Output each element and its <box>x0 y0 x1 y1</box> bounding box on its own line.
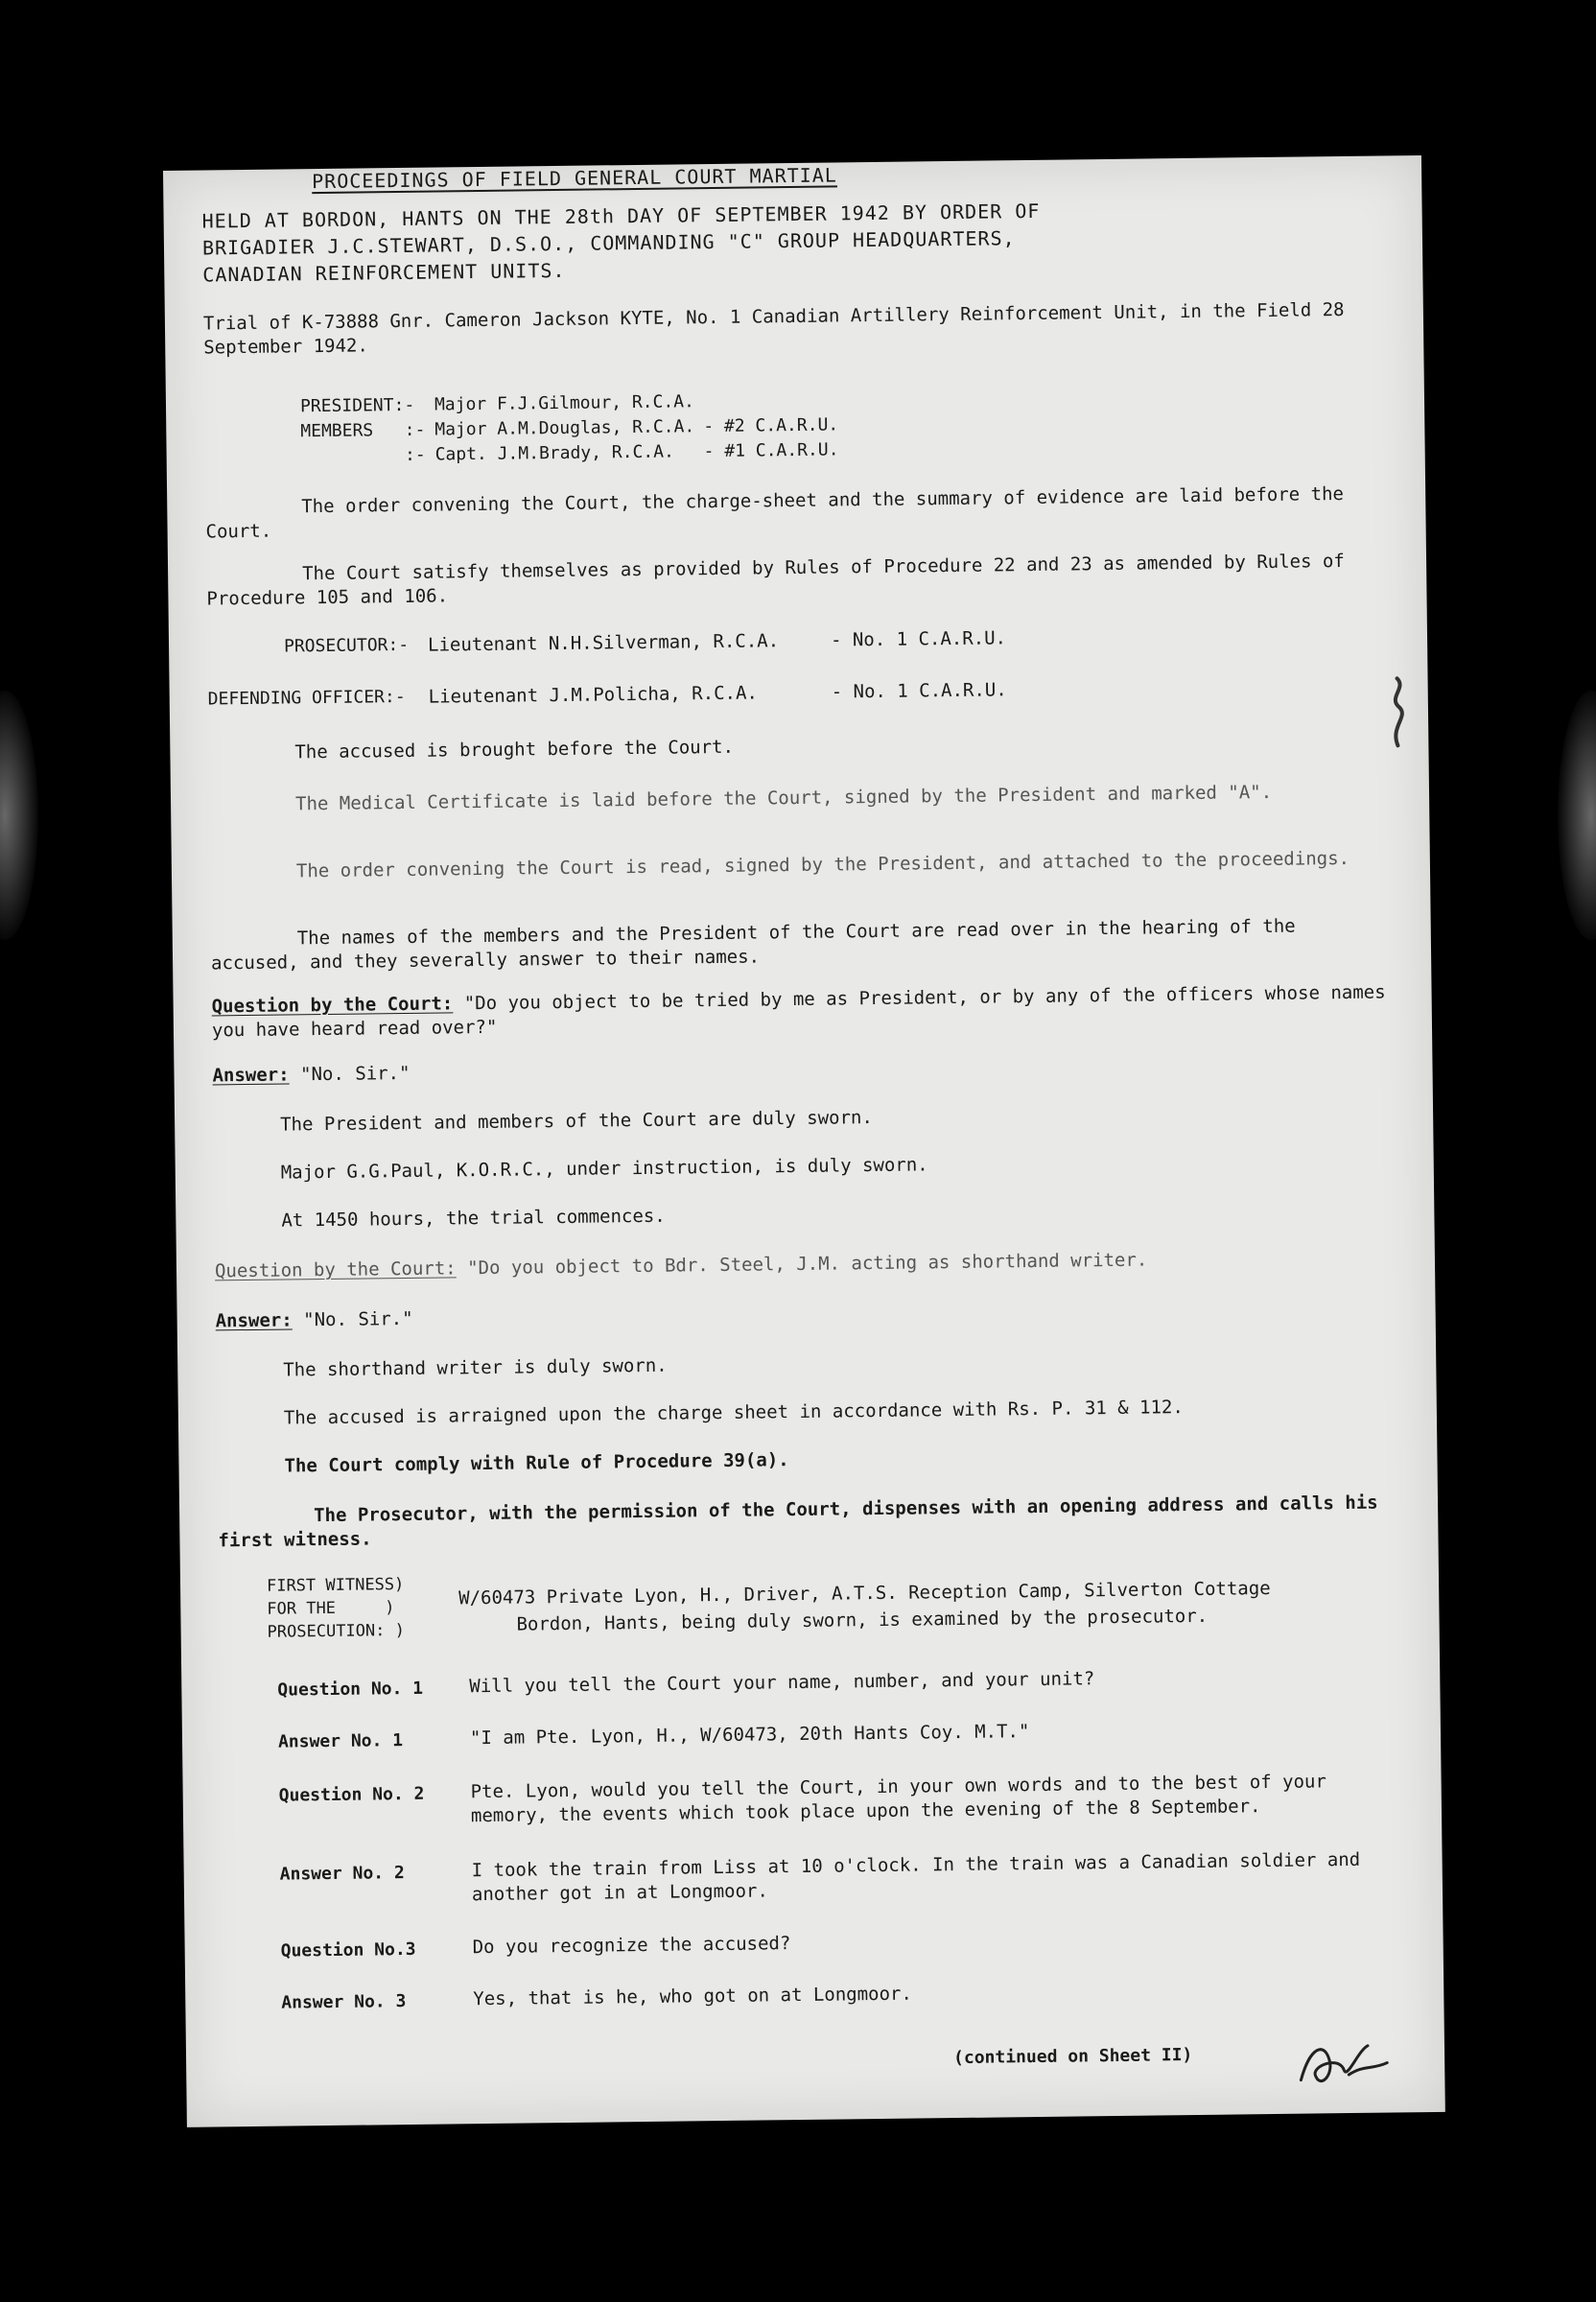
defending-name: Lieutenant J.M.Policha, R.C.A. <box>428 682 759 708</box>
question-by-court-label-2: Question by the Court: <box>214 1257 457 1282</box>
qa-text-a2: I took the train from Liss at 10 o'clock. In the train was a Canadian soldier and another got in at Longmoor. <box>471 1848 1361 1905</box>
continued-note: (continued on Sheet II) <box>952 2045 1193 2069</box>
roster-name-member-1: Major A.M.Douglas, R.C.A. <box>434 416 695 440</box>
prosecutor-name: Lieutenant N.H.Silverman, R.C.A. <box>427 630 780 656</box>
paragraph-names-read: The names of the members and the President of the Court are read over in the hearing of the accused, and they severally answer to their names. <box>210 915 1296 975</box>
paragraph-arraigned: The accused is arraigned upon the charge sheet in accordance with Rs. P. 31 & 112. <box>283 1397 1184 1429</box>
paragraph-duly-sworn: The President and members of the Court are duly sworn. <box>280 1107 873 1136</box>
qa-label-a2: Answer No. 2 <box>279 1863 405 1885</box>
answer-text-2: "No. Sir." <box>303 1307 413 1331</box>
document-title: PROCEEDINGS OF FIELD GENERAL COURT MARTIAL <box>312 163 837 194</box>
roster-unit-member-1: - #2 C.A.R.U. <box>703 414 839 437</box>
paragraph-prosecutor-dispenses: The Prosecutor, with the permission of the Court, dispenses with an opening address and calls his first witness. <box>218 1492 1378 1552</box>
roster-name-member-2: Capt. J.M.Brady, R.C.A. <box>434 441 674 465</box>
question-by-court-1 <box>212 980 1402 1043</box>
answer-1 <box>212 1062 410 1088</box>
document-sheet <box>163 155 1445 2127</box>
paragraph-rule-39a: The Court comply with Rule of Procedure 39(a). <box>284 1449 789 1477</box>
defending-unit: - No. 1 C.A.R.U. <box>831 679 1007 703</box>
qa-text-q3: Do you recognize the accused? <box>472 1933 791 1959</box>
header-line-3: CANADIAN REINFORCEMENT UNITS. <box>202 258 566 287</box>
qa-label-a1: Answer No. 1 <box>277 1730 404 1752</box>
answer-text-1: "No. Sir." <box>299 1062 411 1086</box>
roster-name-president: Major F.J.Gilmour, R.C.A. <box>434 391 695 415</box>
prosecutor-unit: - No. 1 C.A.R.U. <box>830 627 1007 651</box>
header-line-1: HELD AT BORDON, HANTS ON THE 28th DAY OF SEPTEMBER 1942 BY ORDER OF <box>201 199 1041 233</box>
question-by-court-text-1: "Do you object to be tried by me as President, or by any of the officers whose names you have heard read over?" <box>211 981 1386 1042</box>
qa-text-a1: "I am Pte. Lyon, H., W/60473, 20th Hants Coy. M.T." <box>469 1721 1030 1750</box>
witness-line-1: W/60473 Private Lyon, H., Driver, A.T.S. Reception Camp, Silverton Cottage <box>458 1578 1271 1609</box>
paragraph-order-read: The order convening the Court is read, signed by the President, and attached to the proceedings. <box>295 847 1350 882</box>
paragraph-accused-brought: The accused is brought before the Court. <box>294 736 735 763</box>
prosecutor-label: PROSECUTOR:- <box>283 634 410 657</box>
qa-text-q2: Pte. Lyon, would you tell the Court, in your own words and to the best of your memory, the events which took place upon the evening of the 8 September. <box>470 1771 1326 1826</box>
question-by-court-2 <box>215 1249 1148 1284</box>
roster-role-president: PRESIDENT:- <box>299 394 415 417</box>
answer-2 <box>216 1307 413 1333</box>
witness-label-3: PROSECUTION: ) <box>267 1621 406 1642</box>
paragraph-satisfy: The Court satisfy themselves as provided by Rules of Procedure 22 and 23 as amended by Rules of Procedure 105 and 106. <box>206 550 1345 610</box>
paragraph-convening: The order convening the Court, the charge-sheet and the summary of evidence are laid before the Court. <box>205 482 1345 543</box>
roster-unit-member-2: - #1 C.A.R.U. <box>703 439 839 462</box>
qa-label-q1: Question No. 1 <box>277 1678 424 1701</box>
question-by-court-text-2: "Do you object to Bdr. Steel, J.M. acting as shorthand writer. <box>466 1249 1148 1280</box>
trial-of: Trial of K-73888 Gnr. Cameron Jackson KYTE, No. 1 Canadian Artillery Reinforcement Unit, in the Field 28 September 1942. <box>202 298 1345 359</box>
film-edge-right <box>1558 691 1596 940</box>
qa-label-a3: Answer No. 3 <box>281 1991 407 2013</box>
roster-role-member-2: :- <box>300 444 426 467</box>
witness-label-2: FOR THE ) <box>267 1598 395 1619</box>
witness-line-2: Bordon, Hants, being duly sworn, is examined by the prosecutor. <box>516 1605 1209 1635</box>
qa-label-q2: Question No. 2 <box>278 1783 425 1806</box>
qa-text-q1: Will you tell the Court your name, number, and your unit? <box>469 1668 1095 1698</box>
answer-label-2: Answer: <box>215 1309 293 1332</box>
film-edge-left <box>0 691 38 940</box>
answer-label-1: Answer: <box>212 1064 290 1087</box>
initials-signature <box>1291 2035 1397 2094</box>
ink-smudge <box>1378 673 1418 750</box>
question-by-court-label-1: Question by the Court: <box>211 993 454 1018</box>
witness-label-1: FIRST WITNESS) <box>266 1575 405 1596</box>
header-line-2: BRIGADIER J.C.STEWART, D.S.O., COMMANDING "C" GROUP HEADQUARTERS, <box>201 226 1016 260</box>
qa-text-a3: Yes, that is he, who got on at Longmoor. <box>473 1983 912 2010</box>
paragraph-major-paul: Major G.G.Paul, K.O.R.C., under instruction, is duly sworn. <box>280 1154 928 1184</box>
paragraph-medical-certificate: The Medical Certificate is laid before the Court, signed by the President and marked "A". <box>294 781 1273 815</box>
qa-label-q3: Question No.3 <box>280 1938 416 1961</box>
defending-label: DEFENDING OFFICER:- <box>207 686 406 710</box>
roster-role-members: MEMBERS :- <box>300 419 426 442</box>
paragraph-trial-commences: At 1450 hours, the trial commences. <box>281 1205 666 1232</box>
paragraph-shorthand-sworn: The shorthand writer is duly sworn. <box>283 1354 668 1381</box>
